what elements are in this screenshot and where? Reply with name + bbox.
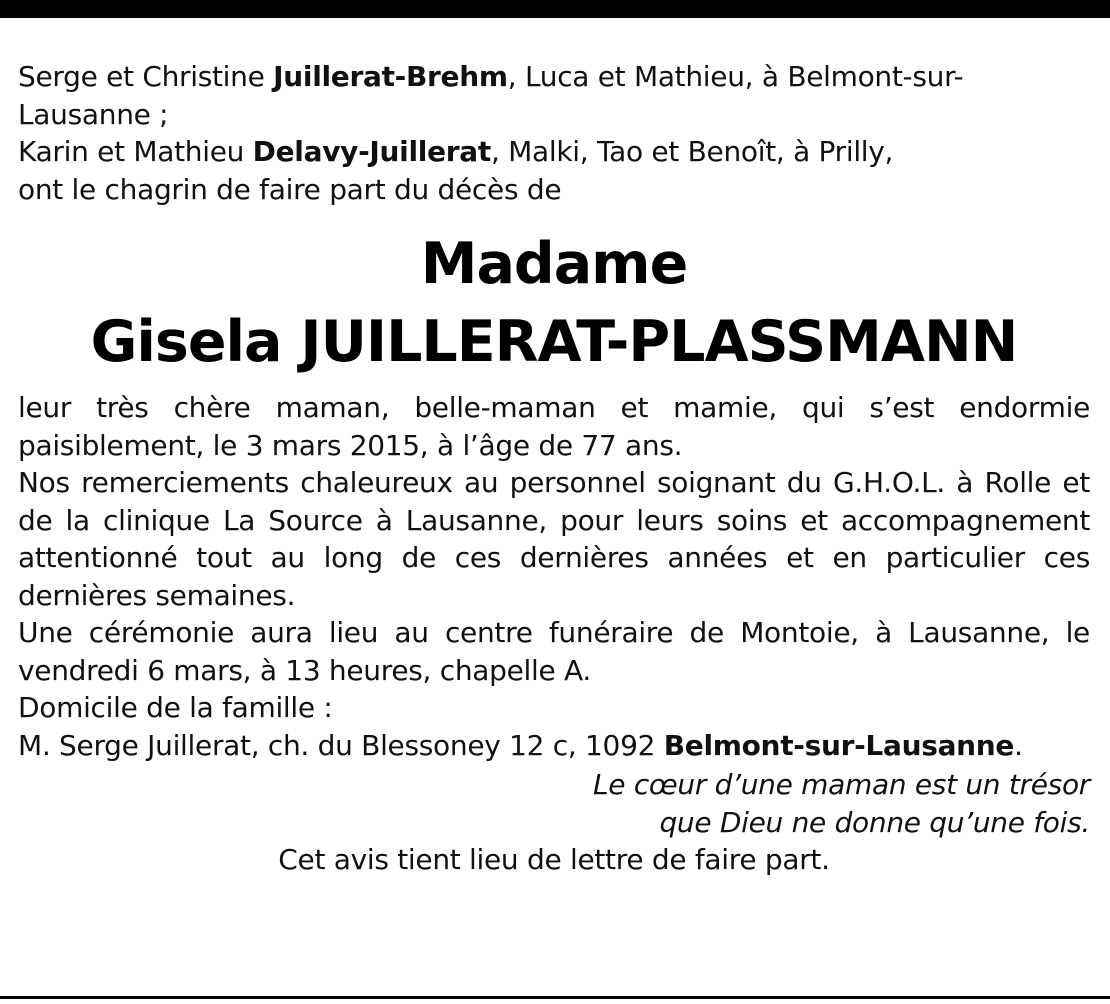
family-1-surname: Juillerat-Brehm [273,60,508,93]
domicile-label: Domicile de la famille : [18,691,333,724]
intro-text: ont le chagrin de faire part du décès de [18,172,562,206]
address-suffix: . [1014,728,1023,762]
family-2-suffix: , Malki, Tao et Benoît, à Prilly, [490,135,894,168]
family-2-surname: Delavy-Juillerat [252,135,491,168]
address-line [18,727,1090,765]
top-rule [0,0,1110,18]
family-1-prefix: Serge et Christine [18,60,274,93]
quote-line-2: que Dieu ne donne qu’une fois. [659,805,1090,839]
relation-text: leur très chère maman, belle-maman et mamie, qui s’est endormie paisiblement, le 3 mars 2015, à l’âge de 77 ans. [18,391,1090,462]
address-city: Belmont-sur-Lausanne [663,728,1015,762]
obituary-notice [18,58,1090,879]
family-2-prefix: Karin et Mathieu [18,135,253,168]
family-line-1 [18,58,1090,133]
quote-block [18,766,1090,841]
deceased-title: Madame [420,231,688,297]
family-1-suffix: , Luca et Mathieu, à Belmont-sur-Lausanne ; [18,60,964,131]
deceased-heading [18,225,1090,381]
quote-line-1: Le cœur d’une maman est un trésor [593,768,1090,801]
ceremony-text: Une cérémonie aura lieu au centre funéraire de Montoie, à Lausanne, le vendredi 6 mars, à 13 heures, chapelle A. [18,616,1090,687]
address-prefix: M. Serge Juillerat, ch. du Blessoney 12 c, 1092 [18,728,664,762]
bottom-rule [0,996,1110,999]
thanks-text: Nos remerciements chaleureux au personnel soignant du G.H.O.L. à Rolle et de la clinique La Source à Lausanne, pour leurs soins et accompagnement attentionné tout au long de ces dernières années et en particulier ces dernières semaines. [18,466,1090,612]
deceased-name: Gisela JUILLERAT-PLASSMANN [90,309,1018,375]
family-line-2 [18,133,1090,171]
footer-note: Cet avis tient lieu de lettre de faire part. [278,843,830,876]
